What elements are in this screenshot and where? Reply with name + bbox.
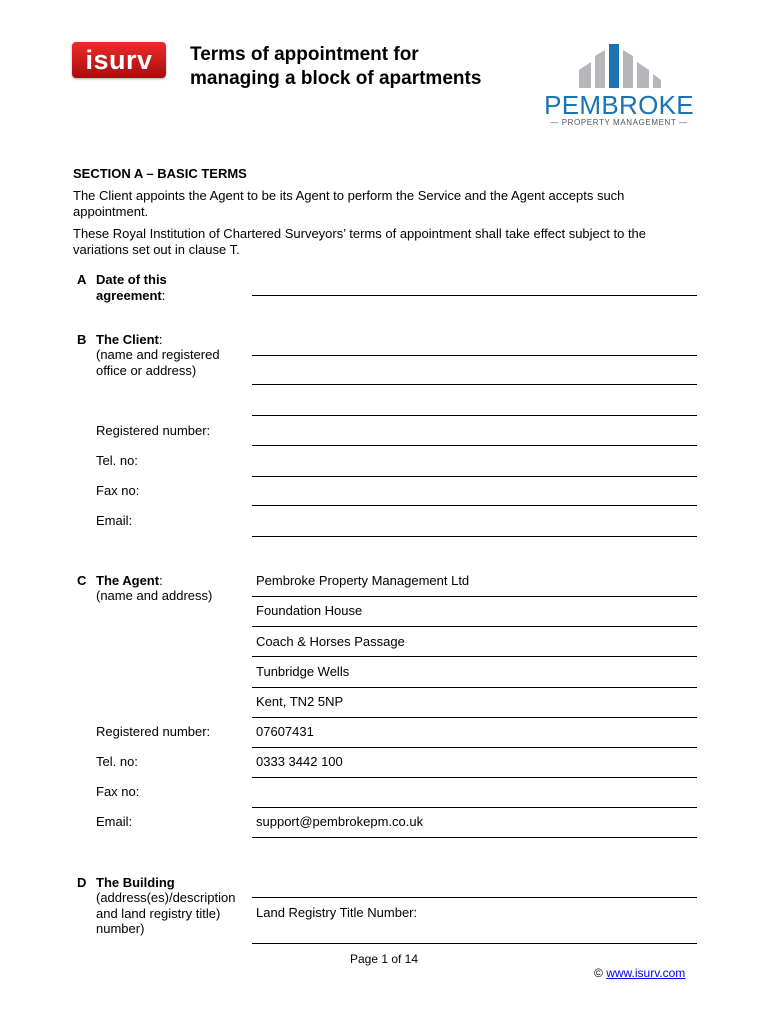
pembroke-logo bbox=[543, 42, 695, 128]
building-skyline-icon bbox=[543, 42, 695, 90]
agent-address-rule-5 bbox=[252, 717, 697, 718]
isurv-logo-text: isurv bbox=[85, 45, 153, 75]
client-fax-line[interactable] bbox=[252, 505, 697, 506]
field-label-client: The Client: bbox=[96, 332, 163, 347]
section-title: SECTION A – BASIC TERMS bbox=[73, 166, 247, 181]
agent-address-rule-4 bbox=[252, 687, 697, 688]
agent-fax-rule[interactable] bbox=[252, 807, 697, 808]
client-tel-label: Tel. no: bbox=[96, 453, 138, 468]
client-email-label: Email: bbox=[96, 513, 133, 528]
agent-email-label: Email: bbox=[96, 814, 133, 829]
title-line-1: Terms of appointment for bbox=[190, 44, 419, 65]
field-label-building: The Building bbox=[96, 875, 175, 890]
client-fax-label: Fax no: bbox=[96, 483, 140, 498]
field-letter-c: C bbox=[77, 573, 87, 588]
field-label-date: Date of this agreement: bbox=[96, 272, 167, 303]
land-registry-label: Land Registry Title Number: bbox=[256, 905, 418, 920]
building-sub-label: (address(es)/description and land registry title) number) bbox=[96, 890, 236, 936]
agent-registered-number: 07607431 bbox=[256, 724, 314, 739]
client-registered-number-label: Registered number: bbox=[96, 423, 211, 438]
footer-copyright: © www.isurv.com bbox=[594, 966, 686, 980]
agent-address-rule-3 bbox=[252, 656, 697, 657]
title-line-2: managing a block of apartments bbox=[190, 68, 482, 89]
agent-sub-label: (name and address) bbox=[96, 588, 213, 603]
client-tel-line[interactable] bbox=[252, 476, 697, 477]
agent-email: support@pembrokepm.co.uk bbox=[256, 814, 424, 829]
brand-tagline: — PROPERTY MANAGEMENT — bbox=[550, 118, 688, 127]
page-number: Page 1 of 14 bbox=[349, 952, 419, 966]
agent-tel: 0333 3442 100 bbox=[256, 754, 343, 769]
client-email-line[interactable] bbox=[252, 536, 697, 537]
agent-address-line-3: Coach & Horses Passage bbox=[256, 634, 405, 649]
client-registered-number-line[interactable] bbox=[252, 445, 697, 446]
agent-address-rule-2 bbox=[252, 626, 697, 627]
field-label-agent: The Agent: bbox=[96, 573, 163, 588]
field-letter-a: A bbox=[77, 272, 87, 287]
agent-registered-number-label: Registered number: bbox=[96, 724, 211, 739]
client-name-line-1[interactable] bbox=[252, 355, 697, 356]
agent-tel-rule bbox=[252, 777, 697, 778]
agent-email-rule bbox=[252, 837, 697, 838]
brand-name: PEMBROKE bbox=[544, 90, 694, 120]
intro-paragraph-1: The Client appoints the Agent to be its Agent to perform the Service and the Agent accepts such appointment. bbox=[73, 188, 625, 219]
client-name-line-3[interactable] bbox=[252, 415, 697, 416]
agent-address-line-5: Kent, TN2 5NP bbox=[256, 694, 344, 709]
intro-paragraph-2: These Royal Institution of Chartered Surveyors’ terms of appointment shall take effect subject to the variations set out in clause T. bbox=[73, 226, 647, 257]
client-sub-label: (name and registered office or address) bbox=[96, 347, 220, 378]
agent-registered-number-rule bbox=[252, 747, 697, 748]
isurv-link[interactable]: www.isurv.com bbox=[606, 966, 686, 980]
agent-fax-label: Fax no: bbox=[96, 784, 140, 799]
agent-address-rule-1 bbox=[252, 596, 697, 597]
field-letter-d: D bbox=[77, 875, 87, 890]
isurv-logo bbox=[72, 42, 166, 78]
agent-address-line-2: Foundation House bbox=[256, 603, 363, 618]
agent-address-line-1: Pembroke Property Management Ltd bbox=[256, 573, 470, 588]
agent-address-line-4: Tunbridge Wells bbox=[256, 664, 350, 679]
date-input-line[interactable] bbox=[252, 295, 697, 296]
land-registry-line[interactable] bbox=[252, 943, 697, 944]
agent-tel-label: Tel. no: bbox=[96, 754, 138, 769]
building-address-line[interactable] bbox=[252, 897, 697, 898]
client-name-line-2[interactable] bbox=[252, 384, 697, 385]
document-title bbox=[190, 43, 530, 91]
field-letter-b: B bbox=[77, 332, 87, 347]
